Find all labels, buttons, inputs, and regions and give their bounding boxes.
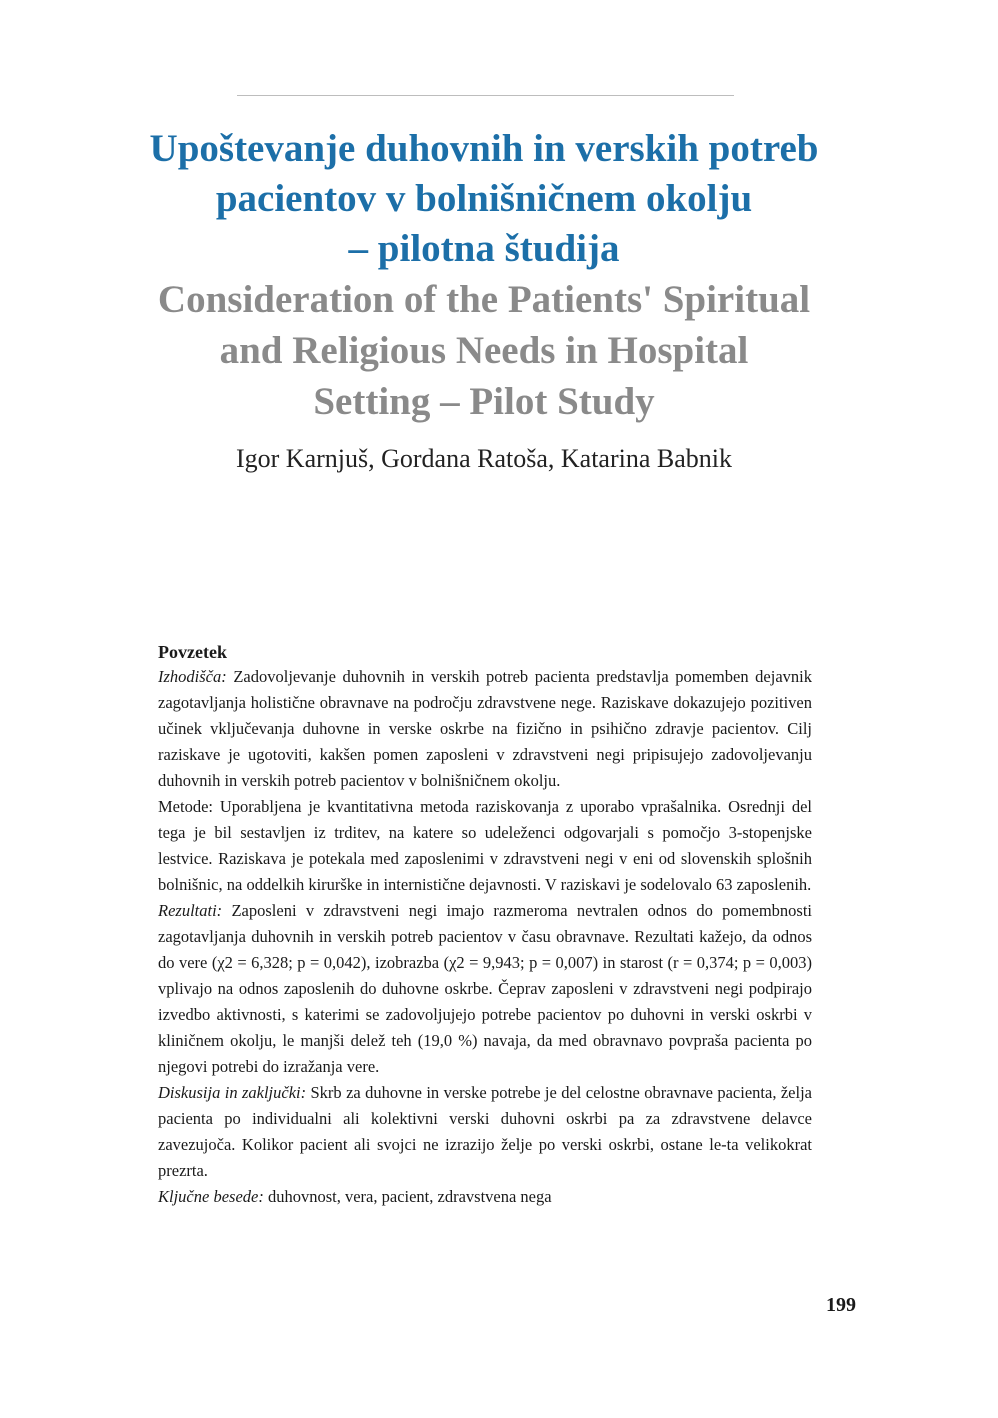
title-english bbox=[100, 274, 868, 427]
abstract bbox=[158, 640, 812, 1210]
authors: Igor Karnjuš, Gordana Ratoša, Katarina Babnik bbox=[235, 444, 733, 473]
section-label: Rezultati: bbox=[158, 901, 223, 920]
top-rule bbox=[237, 95, 734, 96]
section-text: duhovnost, vera, pacient, zdravstvena nega bbox=[263, 1187, 552, 1206]
page-number: 199 bbox=[826, 1294, 856, 1316]
section-text: Zaposleni v zdravstveni negi imajo razmeroma nevtralen odnos do pomembnosti zagotavljanja duhovnih in verskih potreb pacientov v času obravnave. Rezultati kažejo, da odnos do vere (χ2 = 6,328; p = 0,042), izobrazba (χ2 = 9,943; p = 0,007) in starost (r = 0,374; p = 0,003) vplivajo na odnos zaposlenih do duhovne oskrbe. Čeprav zaposleni v zdravstveni negi podpirajo izvedbo aktivnosti, s katerimi se zadovoljujejo potrebe pacientov po duhovni in verski oskrbi v kliničnem okolju, le manjši delež teh (19,0 %) navaja, da med obravnavo povpraša pacienta po njegovi potrebi do izražanja vere. bbox=[158, 901, 812, 1076]
section-text: Metode: Uporabljena je kvantitativna metoda raziskovanja z uporabo vprašalnika. Osrednji del tega je bil sestavljen iz trditev, na katere so udeleženci odgovarjali s pomočjo 3-stopenjske lestvice. Raziskava je potekala med zaposlenimi v zdravstveni negi v eni od slovenskih splošnih bolnišnic, na oddelkih kirurške in internistične dejavnosti. V raziskavi je sodelovalo 63 zaposlenih. bbox=[158, 797, 812, 894]
abstract-results bbox=[158, 898, 812, 1080]
section-text: Skrb za duhovne in verske potrebe je del celostne obravnave pacienta, želja pacienta po individualni ali kolektivni verski duhovni oskrbi pa za zdravstvene delavce zavezujoča. Kolikor pacient ali svojci ne izrazijo želje po verski oskrbi, ostane le-ta velikokrat prezrta. bbox=[158, 1083, 812, 1180]
title-en-line: Setting – Pilot Study bbox=[313, 380, 655, 423]
title-sl-line: Upoštevanje duhovnih in verskih potreb bbox=[149, 127, 819, 170]
title-sl-line: – pilotna študija bbox=[348, 227, 620, 270]
abstract-keywords bbox=[158, 1184, 812, 1210]
section-label: Izhodišča: bbox=[158, 667, 227, 686]
abstract-discussion bbox=[158, 1080, 812, 1184]
title-sl-line: pacientov v bolnišničnem okolju bbox=[215, 177, 753, 220]
title-block bbox=[100, 124, 868, 475]
section-label: Ključne besede: bbox=[158, 1187, 264, 1206]
abstract-heading: Povzetek bbox=[158, 642, 227, 662]
abstract-methods bbox=[158, 794, 812, 898]
title-en-line: and Religious Needs in Hospital bbox=[219, 329, 749, 372]
section-label: Diskusija in zaključki: bbox=[158, 1083, 307, 1102]
section-text: Zadovoljevanje duhovnih in verskih potreb pacienta predstavlja pomemben dejavnik zagotavljanja holistične obravnave na področju zdravstvene nege. Raziskave dokazujejo pozitiven učinek vključevanja duhovne in verske oskrbe na fizično in psihično zdravje pacientov. Cilj raziskave je ugotoviti, kakšen pomen zaposleni v zdravstveni negi pripisujejo zadovoljevanju duhovnih in verskih potreb pacientov v bolnišničnem okolju. bbox=[158, 667, 812, 790]
title-slovenian bbox=[100, 124, 868, 274]
title-en-line: Consideration of the Patients' Spiritual bbox=[157, 278, 811, 321]
abstract-background bbox=[158, 664, 812, 794]
